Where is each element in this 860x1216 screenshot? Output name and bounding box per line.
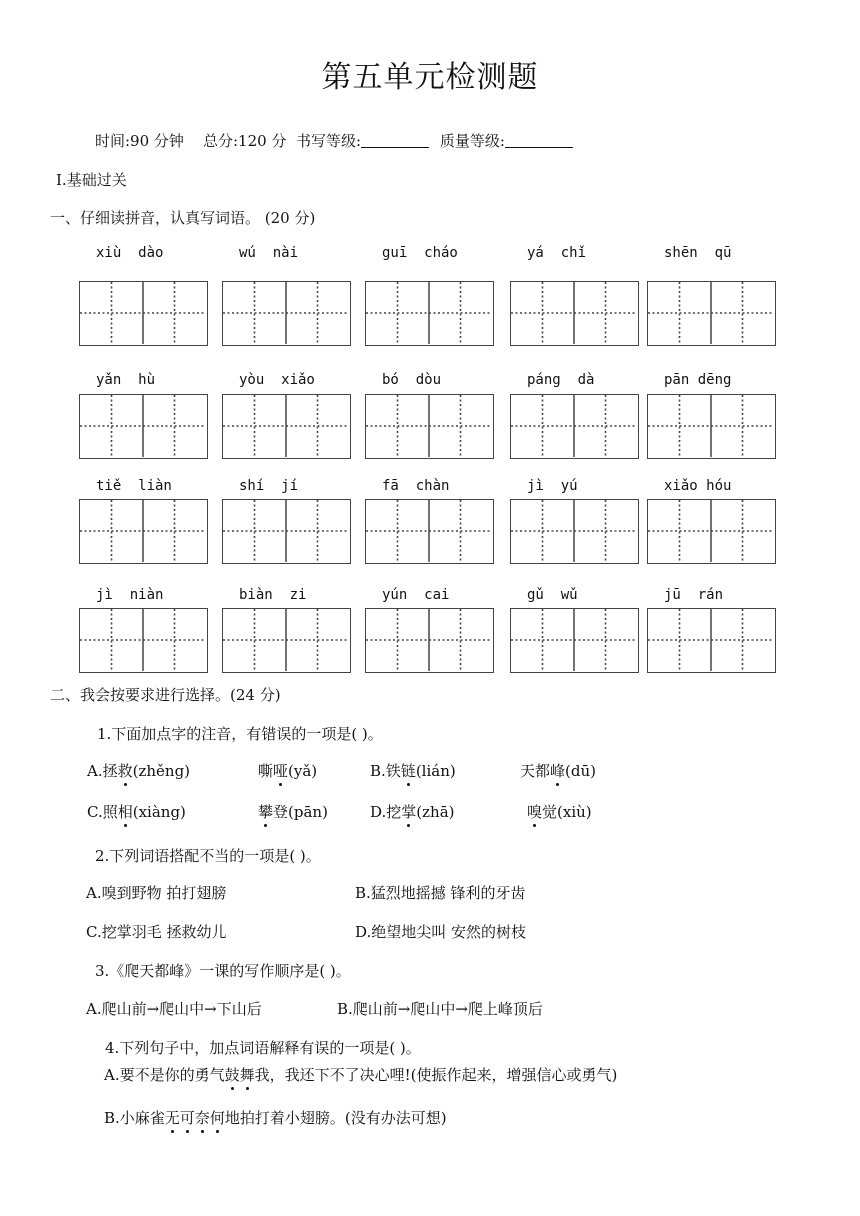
tianzige-grid-lines — [511, 395, 637, 457]
exam-meta — [95, 130, 579, 151]
q1-d1-dotted: 掌 — [401, 803, 417, 821]
tianzige-grid-lines — [223, 500, 349, 562]
word-writing-box[interactable] — [510, 394, 639, 459]
pinyin-label: tiě liàn — [96, 478, 172, 494]
q4-option-b[interactable] — [104, 1107, 447, 1128]
score-label: 总分:120 分 — [203, 132, 287, 150]
tianzige-grid-lines — [223, 395, 349, 457]
pinyin-label: wú nài — [239, 245, 299, 261]
word-writing-box[interactable] — [365, 499, 494, 564]
pinyin-label: yòu xiǎo — [239, 372, 315, 388]
q1-stem: 1.下面加点字的注音，有错误的一项是( )。 — [97, 725, 383, 743]
q4-option-a[interactable] — [104, 1064, 617, 1085]
tianzige-grid-lines — [223, 609, 349, 671]
q1-d1-post: (zhā) — [416, 803, 455, 821]
q1-option-c2 — [258, 801, 328, 822]
q1-a2-post: (yǎ) — [288, 762, 318, 780]
q1-option-d1[interactable] — [370, 801, 455, 822]
q4-a-dotted: 舞 — [239, 1066, 255, 1084]
q1-b2-pre: 天都 — [520, 762, 551, 780]
word-writing-box[interactable] — [647, 499, 776, 564]
q2-option-b[interactable]: B.猛烈地摇撼 锋利的牙齿 — [355, 884, 526, 902]
writing-blank[interactable] — [361, 133, 429, 148]
q4-b-dotted: 何 — [209, 1109, 225, 1127]
q4-b-pre: B.小麻雀 — [104, 1109, 165, 1127]
word-writing-box[interactable] — [365, 394, 494, 459]
pinyin-label: xiù dào — [96, 245, 164, 261]
q2-option-a[interactable]: A.嗅到野物 拍打翅膀 — [86, 884, 227, 902]
q1-b1-dotted: 链 — [400, 762, 416, 780]
tianzige-grid-lines — [223, 282, 349, 344]
word-writing-box[interactable] — [510, 608, 639, 673]
tianzige-grid-lines — [648, 395, 774, 457]
word-writing-box[interactable] — [365, 281, 494, 346]
word-writing-box[interactable] — [79, 394, 208, 459]
q4-b-dotted: 奈 — [194, 1109, 210, 1127]
pinyin-label: xiǎo hóu — [664, 478, 732, 494]
pinyin-label: yǎn hù — [96, 372, 156, 388]
pinyin-label: bó dòu — [382, 372, 442, 388]
q1-option-c1[interactable] — [87, 801, 186, 822]
q4-b-dotted: 可 — [179, 1109, 195, 1127]
quality-label: 质量等级: — [439, 132, 505, 150]
q1-c2-post: 登(pān) — [273, 803, 328, 821]
q2-option-c[interactable]: C.挖掌羽毛 拯救幼儿 — [86, 923, 227, 941]
tianzige-grid-lines — [366, 282, 492, 344]
tianzige-grid-lines — [511, 609, 637, 671]
q4-a-post: 我，我还下不了决心哩!(使振作起来，增强信心或勇气) — [254, 1066, 618, 1084]
q1-option-b1[interactable] — [370, 760, 456, 781]
word-writing-box[interactable] — [647, 608, 776, 673]
q4-b-post: 地拍打着小翅膀。(没有办法可想) — [224, 1109, 447, 1127]
pinyin-label: fā chàn — [382, 478, 450, 494]
q1-a1-dotted: 救 — [117, 762, 133, 780]
q1-c1-dotted: 相 — [117, 803, 133, 821]
pinyin-label: jì yú — [527, 478, 578, 494]
word-writing-box[interactable] — [510, 281, 639, 346]
section-heading: Ⅰ.基础过关 — [56, 171, 127, 189]
pinyin-label: yún cai — [382, 587, 450, 603]
q1-option-b2 — [520, 760, 596, 781]
tianzige-grid-lines — [648, 282, 774, 344]
word-writing-box[interactable] — [222, 608, 351, 673]
q3-option-b[interactable]: B.爬山前→爬山中→爬上峰顶后 — [337, 1000, 543, 1018]
word-writing-box[interactable] — [79, 281, 208, 346]
pinyin-label: pān dēng — [664, 372, 732, 388]
pinyin-label: shí jí — [239, 478, 299, 494]
tianzige-grid-lines — [366, 500, 492, 562]
q3-option-a[interactable]: A.爬山前→爬山中→下山后 — [86, 1000, 262, 1018]
part2-heading: 二、我会按要求进行选择。(24 分) — [50, 686, 281, 704]
word-writing-box[interactable] — [222, 281, 351, 346]
tianzige-grid-lines — [80, 500, 206, 562]
writing-label: 书写等级: — [296, 132, 362, 150]
q4-b-dotted: 无 — [164, 1109, 180, 1127]
word-writing-box[interactable] — [365, 608, 494, 673]
page-title: 第五单元检测题 — [321, 60, 539, 95]
pinyin-label: shēn qū — [664, 245, 732, 261]
q1-b2-dotted: 峰 — [550, 762, 566, 780]
word-writing-box[interactable] — [222, 499, 351, 564]
q2-option-d[interactable]: D.绝望地尖叫 安然的树枝 — [355, 923, 527, 941]
pinyin-label: gǔ wǔ — [527, 587, 578, 603]
q1-a2-dotted: 哑 — [273, 762, 289, 780]
tianzige-grid-lines — [80, 395, 206, 457]
time-label: 时间:90 分钟 — [95, 132, 184, 150]
word-writing-box[interactable] — [79, 608, 208, 673]
tianzige-grid-lines — [80, 282, 206, 344]
q1-b2-post: (dū) — [565, 762, 596, 780]
word-writing-box[interactable] — [647, 394, 776, 459]
tianzige-grid-lines — [366, 395, 492, 457]
q1-option-d2 — [527, 801, 592, 822]
word-writing-box[interactable] — [510, 499, 639, 564]
q4-stem: 4.下列句子中，加点词语解释有误的一项是( )。 — [105, 1039, 421, 1057]
q1-a2-pre: 嘶 — [258, 762, 274, 780]
part1-heading: 一、仔细读拼音，认真写词语。 (20 分) — [50, 209, 316, 227]
q1-c1-post: (xiàng) — [132, 803, 186, 821]
word-writing-box[interactable] — [647, 281, 776, 346]
pinyin-label: biàn zi — [239, 587, 307, 603]
q1-d2-dotted: 嗅 — [527, 803, 543, 821]
word-writing-box[interactable] — [79, 499, 208, 564]
tianzige-grid-lines — [511, 282, 637, 344]
q1-a1-pre: A.拯 — [87, 762, 118, 780]
tianzige-grid-lines — [648, 609, 774, 671]
q4-a-pre: A.要不是你的勇气 — [104, 1066, 225, 1084]
word-writing-box[interactable] — [222, 394, 351, 459]
tianzige-grid-lines — [511, 500, 637, 562]
tianzige-grid-lines — [648, 500, 774, 562]
q2-stem: 2.下列词语搭配不当的一项是( )。 — [95, 847, 321, 865]
pinyin-label: jì niàn — [96, 587, 164, 603]
q1-b1-post: (lián) — [415, 762, 456, 780]
pinyin-label: páng dà — [527, 372, 595, 388]
pinyin-label: jū rán — [664, 587, 724, 603]
tianzige-grid-lines — [80, 609, 206, 671]
q1-c1-pre: C.照 — [87, 803, 118, 821]
q1-a1-post: (zhěng) — [132, 762, 191, 780]
q1-d1-pre: D.挖 — [370, 803, 402, 821]
q1-option-a1[interactable] — [87, 760, 190, 781]
q1-b1-pre: B.铁 — [370, 762, 401, 780]
q4-a-dotted: 鼓 — [224, 1066, 240, 1084]
q1-d2-post: 觉(xiù) — [542, 803, 592, 821]
q1-option-a2 — [258, 760, 317, 781]
quality-blank[interactable] — [505, 133, 573, 148]
pinyin-label: guī cháo — [382, 245, 458, 261]
q1-c2-dotted: 攀 — [258, 803, 274, 821]
q3-stem: 3.《爬天都峰》一课的写作顺序是( )。 — [95, 962, 351, 980]
pinyin-label: yá chǐ — [527, 245, 587, 261]
tianzige-grid-lines — [366, 609, 492, 671]
